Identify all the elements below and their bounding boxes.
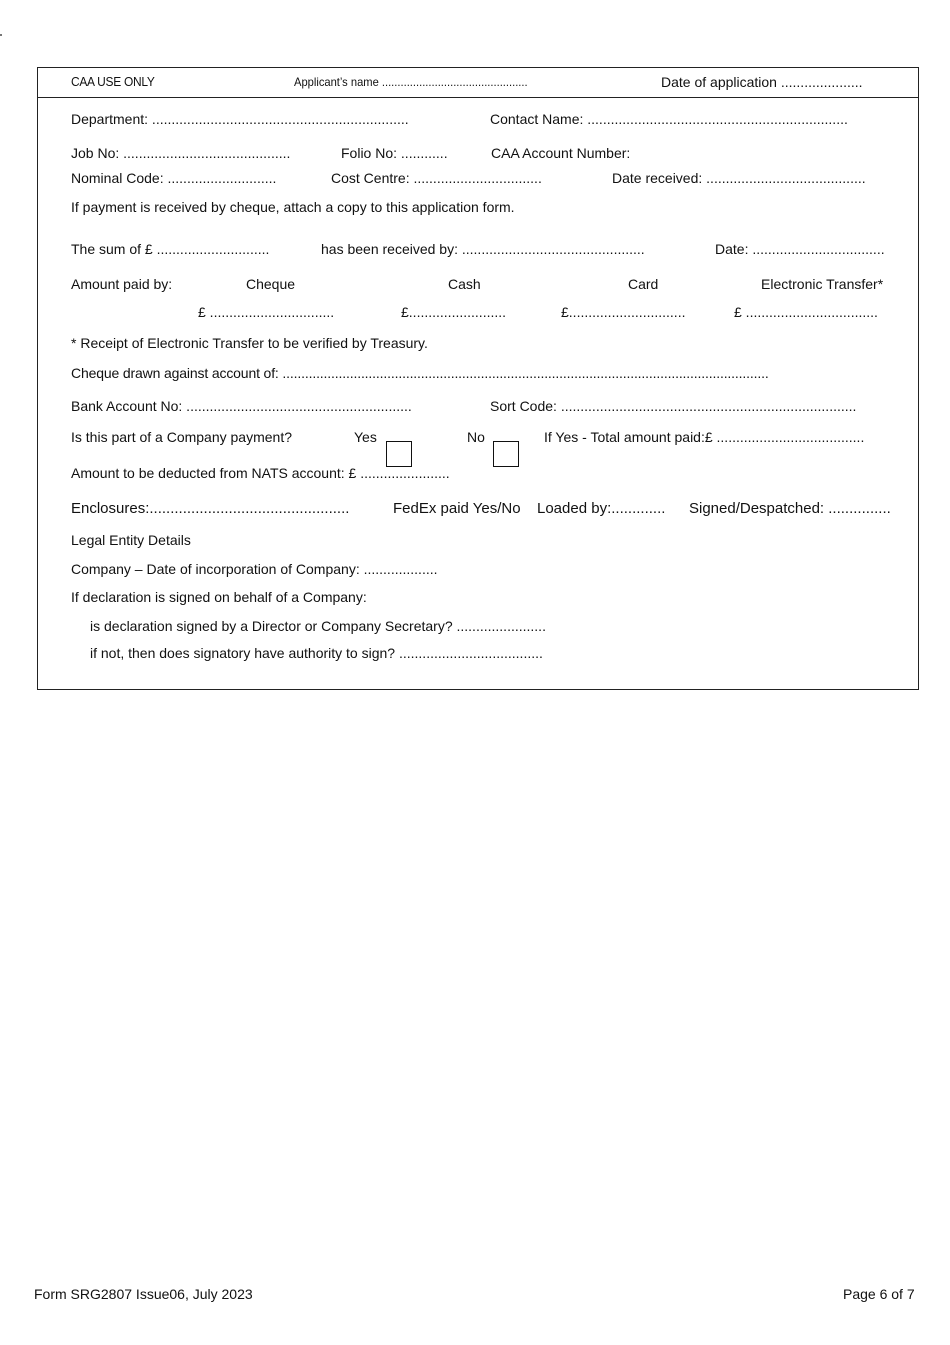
contact-name-field[interactable]: Contact Name: ................................................................... <box>490 111 848 127</box>
electronic-transfer-amount-field[interactable]: £ .................................. <box>734 304 878 320</box>
total-amount-paid-field[interactable]: If Yes - Total amount paid:£ ...................................... <box>544 429 865 445</box>
amount-paid-by-label: Amount paid by: <box>71 276 173 292</box>
enclosures-field[interactable]: Enclosures:................................................ <box>71 500 350 517</box>
sort-code-field[interactable]: Sort Code: ............................................................................ <box>490 398 857 414</box>
company-payment-no-checkbox[interactable] <box>493 441 519 467</box>
method-cash-label: Cash <box>448 276 481 292</box>
nominal-code-field[interactable]: Nominal Code: ............................ <box>71 170 277 186</box>
bank-account-no-field[interactable]: Bank Account No: .......................................................... <box>71 398 412 414</box>
company-payment-question: Is this part of a Company payment? <box>71 429 292 445</box>
company-payment-yes-label: Yes <box>354 429 377 445</box>
cheque-drawn-field[interactable]: Cheque drawn against account of: .................................................................................................................................. <box>71 365 769 381</box>
method-cheque-label: Cheque <box>246 276 296 292</box>
fedex-paid-field[interactable]: FedEx paid Yes/No <box>393 500 521 517</box>
method-electronic-transfer-label: Electronic Transfer* <box>761 276 884 292</box>
caa-account-number-label: CAA Account Number: <box>491 145 631 161</box>
page-number: Page 6 of 7 <box>843 1286 915 1302</box>
signed-despatched-field[interactable]: Signed/Despatched: ............... <box>689 500 891 517</box>
incorporation-date-field[interactable]: Company – Date of incorporation of Company: ................... <box>71 561 438 577</box>
cost-centre-field[interactable]: Cost Centre: ................................. <box>331 170 542 186</box>
received-by-field[interactable]: has been received by: ............................................... <box>321 241 645 257</box>
method-card-label: Card <box>628 276 659 292</box>
folio-no-field[interactable]: Folio No: ............ <box>341 145 448 161</box>
department-field[interactable]: Department: .................................................................. <box>71 111 409 127</box>
date-received-field[interactable]: Date received: ......................................... <box>612 170 866 186</box>
form-reference: Form SRG2807 Issue06, July 2023 <box>34 1286 253 1302</box>
scan-mark <box>0 34 2 36</box>
date-of-application-field[interactable]: Date of application ..................... <box>661 74 863 90</box>
sum-of-field[interactable]: The sum of £ ............................. <box>71 241 270 257</box>
company-payment-no-label: No <box>467 429 485 445</box>
legal-entity-heading: Legal Entity Details <box>71 532 191 548</box>
header-divider <box>37 97 919 98</box>
electronic-transfer-note: * Receipt of Electronic Transfer to be verified by Treasury. <box>71 335 428 351</box>
declaration-intro: If declaration is signed on behalf of a Company: <box>71 589 367 605</box>
cheque-copy-note: If payment is received by cheque, attach a copy to this application form. <box>71 199 515 215</box>
applicant-name-field[interactable]: Applicant’s name ............................................... <box>294 75 528 89</box>
job-no-field[interactable]: Job No: ........................................... <box>71 145 291 161</box>
card-amount-field[interactable]: £.............................. <box>561 304 686 320</box>
authority-question-field[interactable]: if not, then does signatory have authority to sign? ..................................... <box>90 645 543 661</box>
loaded-by-field[interactable]: Loaded by:............. <box>537 500 666 517</box>
caa-use-only-label: CAA USE ONLY <box>71 74 155 89</box>
nats-deduction-field[interactable]: Amount to be deducted from NATS account: £ ....................... <box>71 465 450 481</box>
cheque-amount-field[interactable]: £ ................................ <box>198 304 335 320</box>
director-question-field[interactable]: is declaration signed by a Director or Company Secretary? ....................... <box>90 618 546 634</box>
cash-amount-field[interactable]: £......................... <box>401 304 507 320</box>
sum-date-field[interactable]: Date: .................................. <box>715 241 885 257</box>
company-payment-yes-checkbox[interactable] <box>386 441 412 467</box>
